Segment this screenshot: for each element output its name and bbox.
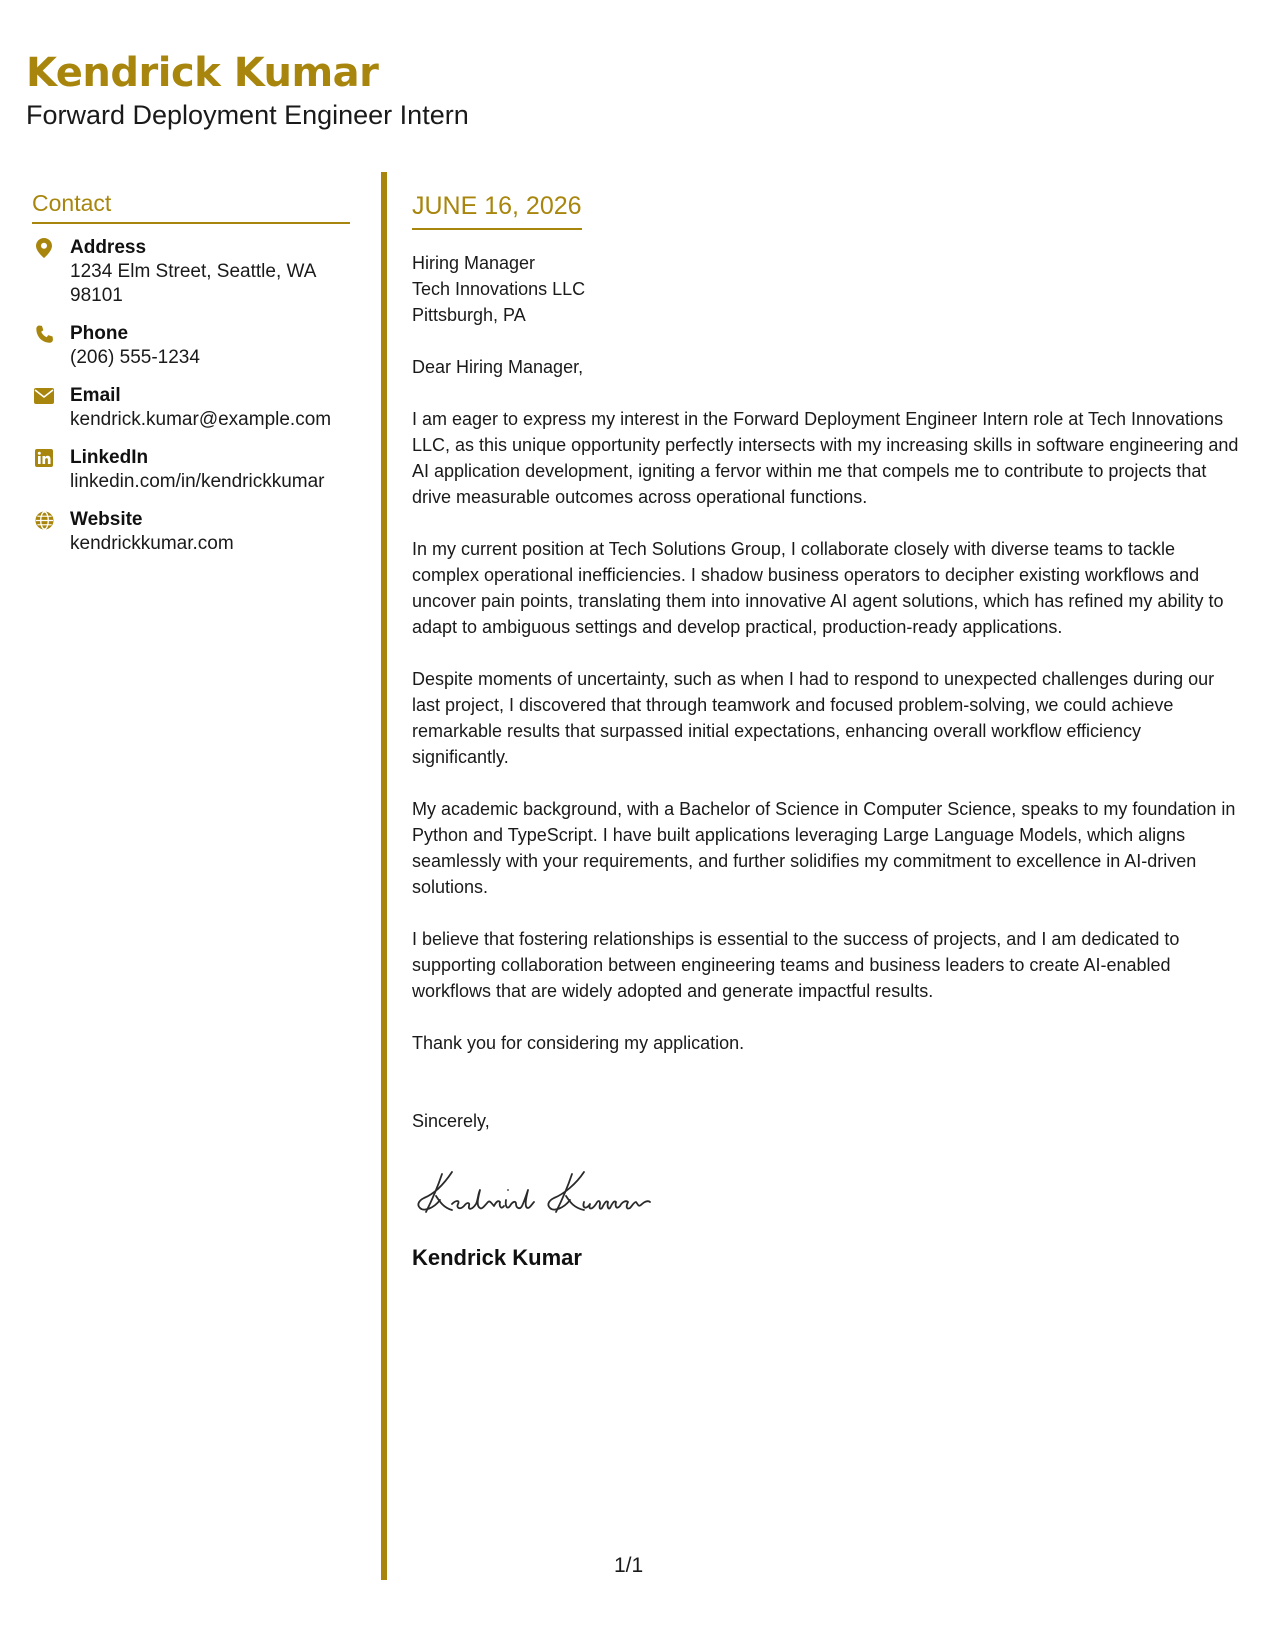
letter-paragraph: Thank you for considering my application. <box>412 1033 745 1053</box>
letter-paragraph: My academic background, with a Bachelor of Science in Computer Science, speaks to my foundation in Python and TypeScript. I have built applications leveraging Large Language Models, which aligns seamlessly with your requirements, and further solidifies my commitment to excellence in AI-driven solutions. <box>412 799 1236 897</box>
contact-value[interactable]: kendrick.kumar@example.com <box>70 409 332 430</box>
globe-icon <box>34 510 54 530</box>
contact-value: 1234 Elm Street, Seattle, WA 98101 <box>70 261 316 306</box>
letter-date: JUNE 16, 2026 <box>412 190 582 230</box>
contact-section-title: Contact <box>32 188 350 224</box>
recipient-line: Hiring Manager <box>412 253 536 273</box>
closing: Sincerely, <box>412 1111 490 1131</box>
contact-label: LinkedIn <box>70 447 149 468</box>
letter-paragraphs <box>412 406 1242 1056</box>
recipient-line: Tech Innovations LLC <box>412 279 586 299</box>
letter-body <box>412 190 1242 1272</box>
letter-paragraph: In my current position at Tech Solutions Group, I collaborate closely with diverse teams to tackle complex operational inefficiencies. I shadow business operators to decipher existing workflows and uncover pain points, translating them into innovative AI agent solutions, which has refined my ability to adapt to ambiguous settings and develop practical, production-ready applications. <box>412 539 1224 637</box>
contact-label: Website <box>70 509 143 530</box>
contact-label: Phone <box>70 323 129 344</box>
letter-paragraph: I am eager to express my interest in the Forward Deployment Engineer Intern role at Tech Innovations LLC, as this unique opportunity perfectly intersects with my increasing skills in software engineering and AI application development, igniting a fervor within me that compels me to contribute to projects that drive measurable outcomes across operational functions. <box>412 409 1239 507</box>
linkedin-icon <box>34 448 54 468</box>
contact-list <box>32 236 350 556</box>
contact-item-phone <box>32 322 350 370</box>
signer-name: Kendrick Kumar <box>412 1245 582 1270</box>
location-pin-icon <box>34 238 54 258</box>
contact-label: Email <box>70 385 121 406</box>
contact-sidebar <box>32 188 350 570</box>
recipient-block <box>412 250 1242 328</box>
letter-paragraph: Despite moments of uncertainty, such as when I had to respond to unexpected challenges during our last project, I discovered that through teamwork and focused problem-solving, we could achieve remarkable results that surpassed initial expectations, enhancing overall workflow efficiency significantly. <box>412 669 1215 767</box>
letter-header <box>26 48 469 132</box>
contact-item-email <box>32 384 350 432</box>
phone-icon <box>34 324 54 344</box>
handwritten-signature <box>412 1164 1242 1224</box>
contact-value[interactable]: kendrickkumar.com <box>70 533 234 554</box>
contact-item-website <box>32 508 350 556</box>
page-number: 1/1 <box>614 1554 644 1577</box>
column-divider <box>381 172 387 1580</box>
contact-value: (206) 555-1234 <box>70 347 200 368</box>
applicant-name: Kendrick Kumar <box>26 50 379 96</box>
contact-item-address <box>32 236 350 308</box>
contact-item-linkedin <box>32 446 350 494</box>
contact-value[interactable]: linkedin.com/in/kendrickkumar <box>70 471 325 492</box>
contact-label: Address <box>70 237 147 258</box>
letter-paragraph: I believe that fostering relationships is essential to the success of projects, and I am dedicated to supporting collaboration between engineering teams and business leaders to create AI-enabled workflows that are widely adopted and generate impactful results. <box>412 929 1180 1001</box>
envelope-icon <box>34 386 54 406</box>
recipient-line: Pittsburgh, PA <box>412 305 526 325</box>
salutation: Dear Hiring Manager, <box>412 357 584 377</box>
applicant-job-title: Forward Deployment Engineer Intern <box>26 100 469 130</box>
